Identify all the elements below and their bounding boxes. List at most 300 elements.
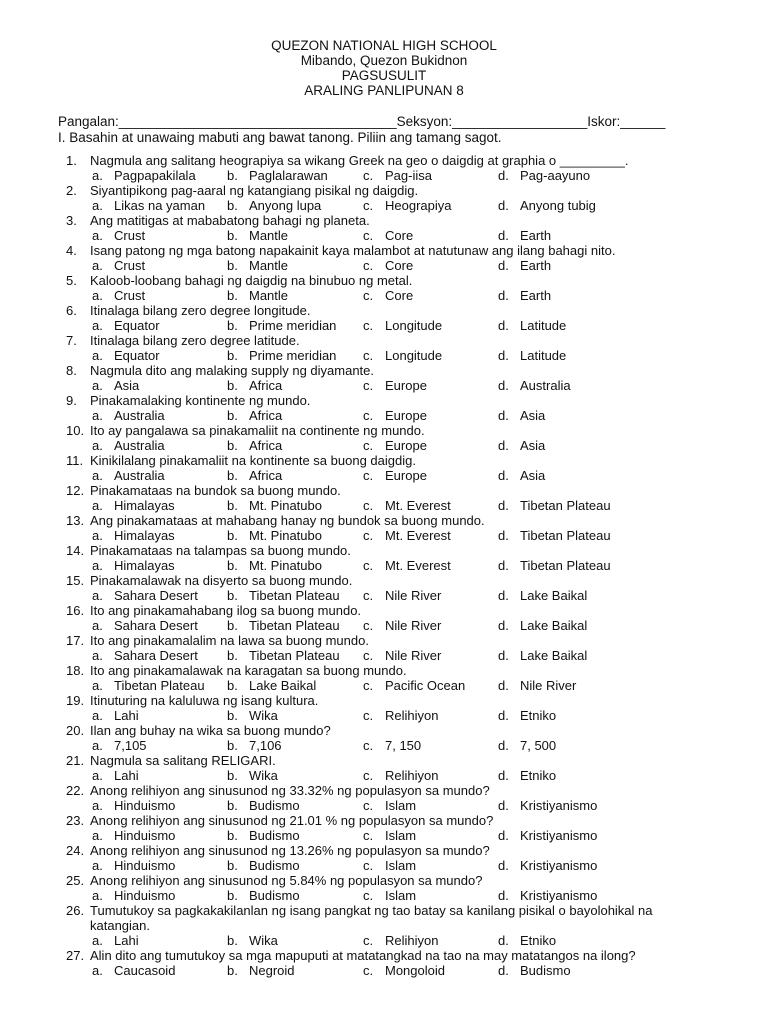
question-text: Anong relihiyon ang sinusunod ng 21.01 % ng populasyon sa mundo? bbox=[90, 813, 494, 828]
choice-letter: d. bbox=[498, 588, 509, 603]
choice-letter: a. bbox=[92, 168, 103, 183]
question-item bbox=[0, 843, 768, 873]
choice-letter: b. bbox=[227, 798, 238, 813]
choice-text: Hinduismo bbox=[114, 888, 176, 903]
question-number: 18. bbox=[66, 663, 85, 678]
choice-text: Heograpiya bbox=[385, 198, 452, 213]
question-text: Kinikilalang pinakamaliit na kontinente sa buong daigdig. bbox=[90, 453, 416, 468]
choice-text: Tibetan Plateau bbox=[249, 618, 340, 633]
choice-d bbox=[498, 408, 545, 423]
choice-b bbox=[227, 528, 322, 543]
choice-a bbox=[92, 858, 175, 873]
choice-letter: d. bbox=[498, 963, 509, 978]
choice-d bbox=[498, 498, 611, 513]
choice-text: Wika bbox=[249, 768, 278, 783]
choice-row bbox=[0, 768, 768, 783]
choice-letter: c. bbox=[363, 933, 374, 948]
choice-c bbox=[363, 228, 413, 243]
choice-letter: d. bbox=[498, 888, 509, 903]
choice-letter: c. bbox=[363, 228, 374, 243]
choice-text: Africa bbox=[249, 438, 283, 453]
choice-letter: b. bbox=[227, 708, 238, 723]
choice-d bbox=[498, 228, 551, 243]
choice-c bbox=[363, 678, 465, 693]
choice-letter: b. bbox=[227, 858, 238, 873]
choice-b bbox=[227, 858, 300, 873]
choice-letter: d. bbox=[498, 618, 509, 633]
choice-text: Longitude bbox=[385, 348, 443, 363]
question-number: 25. bbox=[66, 873, 85, 888]
question-number: 13. bbox=[66, 513, 85, 528]
choice-text: Crust bbox=[114, 288, 146, 303]
choice-text: Budismo bbox=[249, 888, 300, 903]
question-item bbox=[0, 723, 768, 753]
choice-letter: a. bbox=[92, 828, 103, 843]
choice-a bbox=[92, 588, 198, 603]
question-number: 9. bbox=[66, 393, 77, 408]
question-number: 7. bbox=[66, 333, 77, 348]
choice-b bbox=[227, 588, 340, 603]
choice-d bbox=[498, 198, 596, 213]
choice-letter: b. bbox=[227, 618, 238, 633]
choice-d bbox=[498, 348, 566, 363]
choice-c bbox=[363, 528, 451, 543]
choice-text: Mantle bbox=[249, 258, 289, 273]
choice-letter: a. bbox=[92, 528, 103, 543]
choice-c bbox=[363, 468, 427, 483]
choice-letter: c. bbox=[363, 558, 374, 573]
choice-c bbox=[363, 558, 451, 573]
choice-text: Pag-aayuno bbox=[520, 168, 591, 183]
choice-d bbox=[498, 588, 587, 603]
choice-d bbox=[498, 168, 590, 183]
question-number: 5. bbox=[66, 273, 77, 288]
choice-a bbox=[92, 768, 139, 783]
choice-a bbox=[92, 738, 147, 753]
question-number: 14. bbox=[66, 543, 85, 558]
choice-c bbox=[363, 288, 413, 303]
choice-d bbox=[498, 618, 587, 633]
choice-letter: b. bbox=[227, 888, 238, 903]
choice-text: Relihiyon bbox=[385, 768, 439, 783]
choice-a bbox=[92, 618, 198, 633]
choice-letter: c. bbox=[363, 408, 374, 423]
choice-letter: d. bbox=[498, 438, 509, 453]
choice-text: Australia bbox=[114, 468, 165, 483]
choice-letter: c. bbox=[363, 498, 374, 513]
choice-letter: d. bbox=[498, 708, 509, 723]
choice-row bbox=[0, 528, 768, 543]
choice-letter: d. bbox=[498, 528, 509, 543]
choice-text: Europe bbox=[385, 438, 427, 453]
choice-b bbox=[227, 933, 278, 948]
choice-letter: a. bbox=[92, 438, 103, 453]
choice-letter: b. bbox=[227, 768, 238, 783]
choice-row bbox=[0, 678, 768, 693]
choice-text: Kristiyanismo bbox=[520, 858, 598, 873]
subject-title: ARALING PANLIPUNAN 8 bbox=[304, 83, 464, 98]
choice-letter: b. bbox=[227, 828, 238, 843]
choice-text: Pagpapakilala bbox=[114, 168, 196, 183]
choice-text: Budismo bbox=[249, 798, 300, 813]
choice-text: Asia bbox=[520, 408, 546, 423]
choice-text: Tibetan Plateau bbox=[249, 588, 340, 603]
question-item bbox=[0, 948, 768, 978]
choice-letter: d. bbox=[498, 558, 509, 573]
choice-row bbox=[0, 288, 768, 303]
question-item bbox=[0, 303, 768, 333]
question-number: 21. bbox=[66, 753, 85, 768]
choice-c bbox=[363, 198, 452, 213]
choice-text: Hinduismo bbox=[114, 858, 176, 873]
choice-text: Prime meridian bbox=[249, 318, 337, 333]
choice-a bbox=[92, 708, 139, 723]
choice-row bbox=[0, 258, 768, 273]
choice-letter: b. bbox=[227, 648, 238, 663]
choice-b bbox=[227, 318, 336, 333]
choice-text: Africa bbox=[249, 378, 283, 393]
choice-row bbox=[0, 498, 768, 513]
choice-text: Africa bbox=[249, 408, 283, 423]
choice-letter: c. bbox=[363, 588, 374, 603]
choice-d bbox=[498, 933, 556, 948]
question-item bbox=[0, 273, 768, 303]
choice-letter: c. bbox=[363, 828, 374, 843]
choice-letter: c. bbox=[363, 618, 374, 633]
choice-letter: b. bbox=[227, 528, 238, 543]
choice-letter: a. bbox=[92, 858, 103, 873]
choice-text: Lake Baikal bbox=[520, 618, 588, 633]
question-item bbox=[0, 393, 768, 423]
choice-b bbox=[227, 768, 278, 783]
choice-text: Wika bbox=[249, 933, 278, 948]
document-header bbox=[0, 38, 768, 98]
choice-row bbox=[0, 168, 768, 183]
choice-text: Asia bbox=[520, 468, 546, 483]
choice-letter: b. bbox=[227, 438, 238, 453]
choice-text: Mt. Everest bbox=[385, 528, 451, 543]
choice-a bbox=[92, 408, 165, 423]
choice-letter: d. bbox=[498, 858, 509, 873]
choice-letter: a. bbox=[92, 738, 103, 753]
choice-b bbox=[227, 828, 300, 843]
choice-c bbox=[363, 618, 441, 633]
choice-letter: c. bbox=[363, 168, 374, 183]
choice-a bbox=[92, 933, 139, 948]
choice-text: Earth bbox=[520, 228, 552, 243]
choice-text: Sahara Desert bbox=[114, 648, 198, 663]
choice-letter: a. bbox=[92, 348, 103, 363]
choice-c bbox=[363, 588, 441, 603]
question-item bbox=[0, 873, 768, 903]
choice-c bbox=[363, 798, 416, 813]
choice-letter: b. bbox=[227, 588, 238, 603]
choice-text: Himalayas bbox=[114, 528, 175, 543]
question-text: Ilan ang buhay na wika sa buong mundo? bbox=[90, 723, 331, 738]
choice-row bbox=[0, 618, 768, 633]
choice-text: Relihiyon bbox=[385, 708, 439, 723]
instructions: I. Basahin at unawaing mabuti ang bawat tanong. Piliin ang tamang sagot. bbox=[58, 130, 502, 145]
choice-letter: c. bbox=[363, 708, 374, 723]
choice-letter: d. bbox=[498, 468, 509, 483]
choice-text: Mt. Pinatubo bbox=[249, 498, 322, 513]
choice-letter: c. bbox=[363, 348, 374, 363]
question-text: Anong relihiyon ang sinusunod ng 13.26% ng populasyon sa mundo? bbox=[90, 843, 490, 858]
choice-b bbox=[227, 618, 340, 633]
choice-letter: b. bbox=[227, 258, 238, 273]
choice-row bbox=[0, 648, 768, 663]
choice-row bbox=[0, 198, 768, 213]
question-text: Ito ay pangalawa sa pinakamaliit na continente ng mundo. bbox=[90, 423, 425, 438]
choice-text: Tibetan Plateau bbox=[249, 648, 340, 663]
choice-text: Tibetan Plateau bbox=[520, 558, 611, 573]
choice-text: Wika bbox=[249, 708, 278, 723]
question-text: Pinakamataas na bundok sa buong mundo. bbox=[90, 483, 341, 498]
choice-d bbox=[498, 858, 597, 873]
question-number: 24. bbox=[66, 843, 85, 858]
choice-a bbox=[92, 798, 175, 813]
choice-row bbox=[0, 738, 768, 753]
question-text: Kaloob-loobang bahagi ng daigdig na binubuo ng metal. bbox=[90, 273, 413, 288]
choice-letter: a. bbox=[92, 678, 103, 693]
choice-a bbox=[92, 438, 165, 453]
choice-letter: c. bbox=[363, 888, 374, 903]
choice-letter: b. bbox=[227, 408, 238, 423]
choice-b bbox=[227, 798, 300, 813]
choice-b bbox=[227, 348, 336, 363]
choice-text: Sahara Desert bbox=[114, 618, 198, 633]
choice-a bbox=[92, 828, 175, 843]
question-text: Anong relihiyon ang sinusunod ng 33.32% ng populasyon sa mundo? bbox=[90, 783, 490, 798]
choice-a bbox=[92, 378, 139, 393]
choice-c bbox=[363, 258, 413, 273]
choice-text: Mongoloid bbox=[385, 963, 445, 978]
choice-d bbox=[498, 558, 611, 573]
choice-c bbox=[363, 498, 451, 513]
choice-text: Hinduismo bbox=[114, 798, 176, 813]
choice-text: Equator bbox=[114, 348, 160, 363]
choice-letter: b. bbox=[227, 228, 238, 243]
choice-b bbox=[227, 378, 282, 393]
choice-letter: a. bbox=[92, 408, 103, 423]
choice-text: Lake Baikal bbox=[520, 648, 588, 663]
choice-letter: a. bbox=[92, 378, 103, 393]
choice-a bbox=[92, 258, 145, 273]
choice-letter: d. bbox=[498, 228, 509, 243]
choice-letter: a. bbox=[92, 288, 103, 303]
question-item bbox=[0, 183, 768, 213]
choice-text: Pacific Ocean bbox=[385, 678, 466, 693]
question-number: 19. bbox=[66, 693, 85, 708]
choice-text: Mt. Pinatubo bbox=[249, 528, 322, 543]
question-number: 15. bbox=[66, 573, 85, 588]
student-info-line: Pangalan:_____________________________________Seksyon:__________________Iskor:______ bbox=[58, 114, 666, 129]
choice-d bbox=[498, 258, 551, 273]
choice-letter: a. bbox=[92, 558, 103, 573]
choice-row bbox=[0, 798, 768, 813]
choice-d bbox=[498, 528, 611, 543]
choice-letter: a. bbox=[92, 588, 103, 603]
question-item bbox=[0, 483, 768, 513]
choice-text: Tibetan Plateau bbox=[520, 528, 611, 543]
choice-c bbox=[363, 768, 438, 783]
choice-text: Islam bbox=[385, 888, 417, 903]
choice-text: Hinduismo bbox=[114, 828, 176, 843]
choice-letter: d. bbox=[498, 498, 509, 513]
choice-row bbox=[0, 558, 768, 573]
choice-letter: c. bbox=[363, 963, 374, 978]
choice-a bbox=[92, 468, 165, 483]
choice-letter: b. bbox=[227, 558, 238, 573]
choice-text: 7, 500 bbox=[520, 738, 557, 753]
question-item bbox=[0, 783, 768, 813]
choice-text: Asia bbox=[520, 438, 546, 453]
choice-text: Himalayas bbox=[114, 498, 175, 513]
choice-letter: d. bbox=[498, 198, 509, 213]
question-text: Pinakamalaking kontinente ng mundo. bbox=[90, 393, 311, 408]
question-number: 22. bbox=[66, 783, 85, 798]
choice-text: Paglalarawan bbox=[249, 168, 328, 183]
choice-c bbox=[363, 168, 432, 183]
choice-text: Core bbox=[385, 228, 414, 243]
choice-letter: b. bbox=[227, 198, 238, 213]
question-number: 1. bbox=[66, 153, 77, 168]
choice-text: Earth bbox=[520, 258, 552, 273]
school-name: QUEZON NATIONAL HIGH SCHOOL bbox=[271, 38, 497, 53]
question-number: 20. bbox=[66, 723, 85, 738]
question-item bbox=[0, 153, 768, 183]
question-item bbox=[0, 513, 768, 543]
choice-text: Anyong tubig bbox=[520, 198, 596, 213]
choice-letter: c. bbox=[363, 258, 374, 273]
choice-text: Mantle bbox=[249, 288, 289, 303]
choice-letter: b. bbox=[227, 963, 238, 978]
question-item bbox=[0, 543, 768, 573]
choice-letter: a. bbox=[92, 888, 103, 903]
choice-letter: a. bbox=[92, 318, 103, 333]
choice-c bbox=[363, 648, 441, 663]
choice-d bbox=[498, 318, 566, 333]
choice-text: Himalayas bbox=[114, 558, 175, 573]
choice-d bbox=[498, 708, 556, 723]
question-number: 2. bbox=[66, 183, 77, 198]
question-number: 27. bbox=[66, 948, 85, 963]
question-text: Itinalaga bilang zero degree latitude. bbox=[90, 333, 300, 348]
choice-letter: c. bbox=[363, 318, 374, 333]
choice-c bbox=[363, 318, 442, 333]
choice-letter: a. bbox=[92, 933, 103, 948]
question-number: 23. bbox=[66, 813, 85, 828]
choice-letter: c. bbox=[363, 858, 374, 873]
choice-letter: b. bbox=[227, 678, 238, 693]
choice-letter: a. bbox=[92, 768, 103, 783]
choice-b bbox=[227, 258, 288, 273]
question-item bbox=[0, 573, 768, 603]
choice-text: Mantle bbox=[249, 228, 289, 243]
question-number: 26. bbox=[66, 903, 85, 918]
choice-text: Latitude bbox=[520, 318, 567, 333]
choice-d bbox=[498, 888, 597, 903]
question-item bbox=[0, 903, 768, 948]
question-item bbox=[0, 753, 768, 783]
choice-text: Negroid bbox=[249, 963, 295, 978]
choice-a bbox=[92, 318, 160, 333]
choice-c bbox=[363, 708, 438, 723]
choice-text: Nile River bbox=[385, 618, 442, 633]
choice-a bbox=[92, 678, 205, 693]
choice-a bbox=[92, 888, 175, 903]
choice-c bbox=[363, 828, 416, 843]
choice-d bbox=[498, 468, 545, 483]
choice-row bbox=[0, 408, 768, 423]
choice-letter: b. bbox=[227, 378, 238, 393]
choice-b bbox=[227, 228, 288, 243]
choice-letter: c. bbox=[363, 528, 374, 543]
choice-a bbox=[92, 498, 175, 513]
choice-c bbox=[363, 378, 427, 393]
choice-text: Islam bbox=[385, 858, 417, 873]
choice-row bbox=[0, 438, 768, 453]
question-text: Ito ang pinakamalalim na lawa sa buong mundo. bbox=[90, 633, 369, 648]
choice-letter: d. bbox=[498, 288, 509, 303]
choice-letter: a. bbox=[92, 228, 103, 243]
question-text: Nagmula dito ang malaking supply ng diyamante. bbox=[90, 363, 375, 378]
choice-d bbox=[498, 678, 576, 693]
choice-letter: c. bbox=[363, 678, 374, 693]
choice-a bbox=[92, 558, 175, 573]
choice-text: Etniko bbox=[520, 768, 557, 783]
choice-text: Tibetan Plateau bbox=[520, 498, 611, 513]
choice-row bbox=[0, 318, 768, 333]
choice-row bbox=[0, 708, 768, 723]
choice-a bbox=[92, 528, 175, 543]
choice-c bbox=[363, 738, 421, 753]
choice-row bbox=[0, 933, 768, 948]
choice-a bbox=[92, 288, 145, 303]
choice-text: Etniko bbox=[520, 933, 557, 948]
choice-b bbox=[227, 288, 288, 303]
choice-d bbox=[498, 768, 556, 783]
choice-d bbox=[498, 828, 597, 843]
choice-c bbox=[363, 408, 427, 423]
question-item bbox=[0, 333, 768, 363]
choice-text: Equator bbox=[114, 318, 160, 333]
choice-letter: d. bbox=[498, 678, 509, 693]
choice-text: Lahi bbox=[114, 708, 139, 723]
choice-text: Etniko bbox=[520, 708, 557, 723]
question-text: Pinakamataas na talampas sa buong mundo. bbox=[90, 543, 351, 558]
choice-text: Core bbox=[385, 258, 414, 273]
question-number: 6. bbox=[66, 303, 77, 318]
question-number: 17. bbox=[66, 633, 85, 648]
question-item bbox=[0, 603, 768, 633]
choice-text: Nile River bbox=[520, 678, 577, 693]
choice-text: Budismo bbox=[520, 963, 571, 978]
choice-b bbox=[227, 708, 278, 723]
choice-text: Islam bbox=[385, 828, 417, 843]
choice-b bbox=[227, 468, 282, 483]
choice-letter: b. bbox=[227, 498, 238, 513]
choice-row bbox=[0, 468, 768, 483]
choice-d bbox=[498, 378, 571, 393]
choice-letter: d. bbox=[498, 933, 509, 948]
choice-text: Asia bbox=[114, 378, 140, 393]
choice-d bbox=[498, 963, 571, 978]
choice-b bbox=[227, 888, 300, 903]
choice-letter: d. bbox=[498, 408, 509, 423]
choice-letter: c. bbox=[363, 288, 374, 303]
choice-text: Australia bbox=[114, 408, 165, 423]
